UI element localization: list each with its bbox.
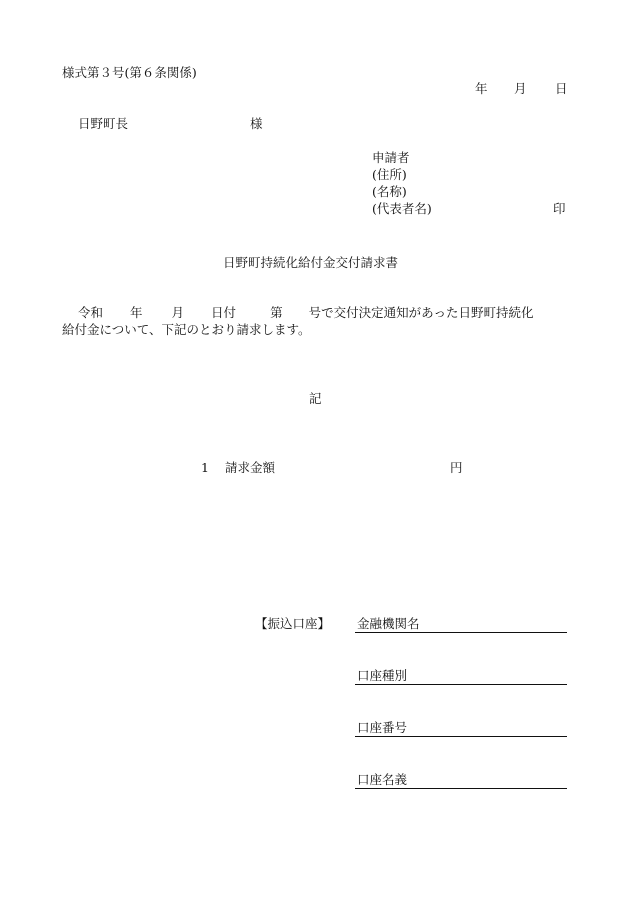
number-prefix: 第 (270, 305, 283, 320)
date-day-label: 日 (555, 81, 568, 96)
claim-label: 請求金額 (225, 460, 276, 475)
document-title: 日野町持続化給付金交付請求書 (223, 255, 399, 270)
body-line-1 (78, 307, 533, 320)
applicant-title: 申請者 (372, 150, 410, 165)
account-type-underline (355, 684, 567, 685)
ki-label: 記 (309, 391, 322, 406)
applicant-address-label: (住所) (372, 167, 407, 182)
body-line1-rest: 号で交付決定通知があった日野町持続化 (308, 305, 534, 320)
addressee-name: 日野町長 (78, 116, 129, 131)
body-line-2: 給付金について、下記のとおり請求します。 (62, 322, 311, 337)
account-number-underline (355, 736, 567, 737)
bank-field-account-type: 口座種別 (357, 668, 408, 683)
addressee-honorific: 様 (250, 116, 263, 131)
body-month-label: 月 (171, 305, 185, 320)
bank-heading: 【振込口座】 (255, 616, 331, 631)
claim-number: 1 (201, 460, 209, 475)
date-month-label: 月 (514, 81, 527, 96)
era-label: 令和 (78, 305, 104, 320)
date-year-label: 年 (475, 81, 488, 96)
applicant-name-label: (名称) (372, 184, 407, 199)
bank-field-account-number: 口座番号 (357, 720, 408, 735)
applicant-representative-label: (代表者名) (372, 201, 432, 216)
institution-underline (355, 632, 567, 633)
body-date-suffix: 日付 (211, 305, 237, 320)
form-number: 様式第３号(第６条関係) (62, 65, 197, 80)
bank-field-institution: 金融機関名 (357, 616, 420, 631)
claim-unit: 円 (450, 460, 463, 475)
bank-field-account-holder: 口座名義 (357, 772, 408, 787)
body-year-label: 年 (130, 305, 143, 320)
account-holder-underline (355, 788, 567, 789)
seal-mark: 印 (553, 201, 566, 216)
